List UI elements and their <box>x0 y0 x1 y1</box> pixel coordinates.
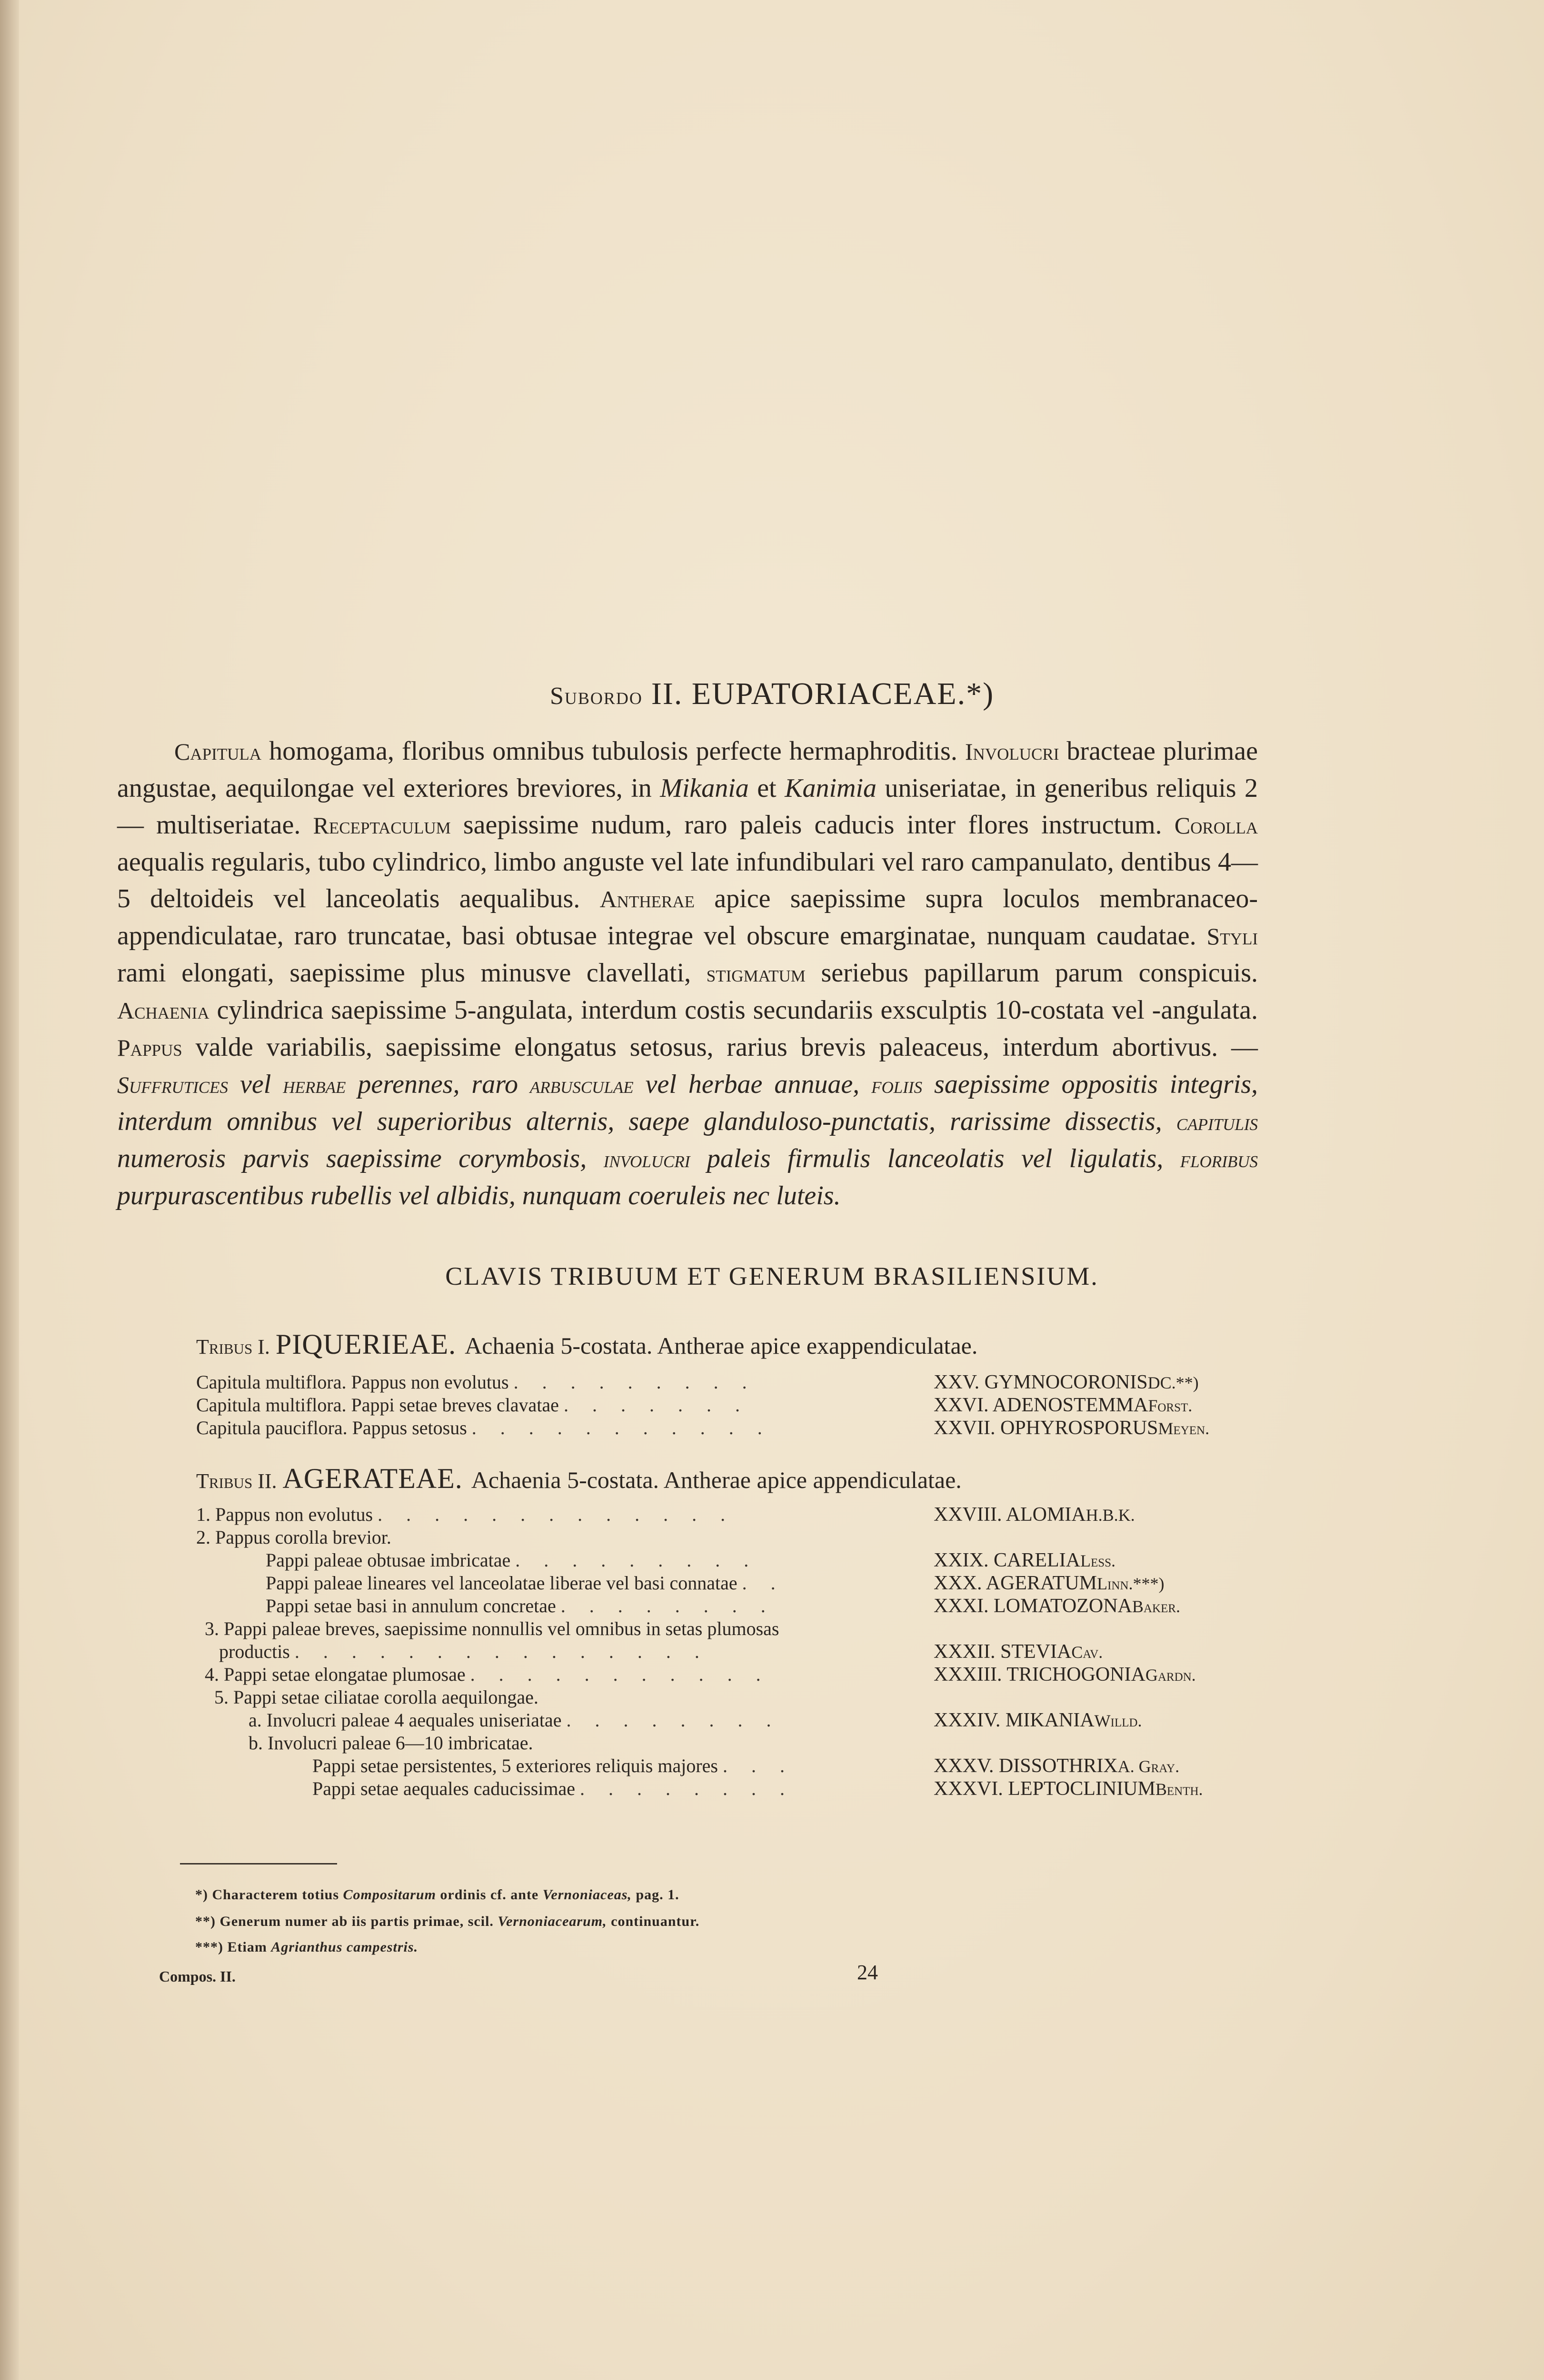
key-row <box>196 1503 921 1526</box>
genus-author: A. Gray. <box>1117 1757 1180 1776</box>
text-span: vel <box>228 1070 283 1099</box>
genus-name: XXVI. ADENOSTEMMA <box>934 1394 1148 1416</box>
text-span: rami elongati, saepissime plus minusve clavellati, <box>117 958 707 988</box>
leader-dots: . . . . . . . . <box>580 1778 794 1799</box>
key-row <box>196 1394 921 1416</box>
genus-name: XXXIV. MIKANIA <box>934 1709 1095 1731</box>
key-text: 1. Pappus non evolutus <box>196 1504 373 1525</box>
term-capitula: Capitula <box>174 738 262 765</box>
genus-entry <box>934 1709 1142 1732</box>
genus-entry <box>934 1777 1203 1800</box>
subordo-title: EUPATORIACEAE.*) <box>691 676 995 711</box>
tribus-1-header <box>196 1328 977 1361</box>
text-span: Compositarum <box>343 1887 436 1903</box>
footnote-2 <box>195 1914 699 1930</box>
term-herbae: herbae <box>283 1071 346 1098</box>
key-row <box>266 1595 921 1617</box>
key-text: 3. Pappi paleae breves, saepissime nonnullis vel omnibus in setas plumosas <box>205 1618 779 1639</box>
leader-dots: . . . . . . . . . . . . . <box>378 1504 735 1525</box>
key-text: Pappi setae basi in annulum concretae <box>266 1595 556 1616</box>
genus-entry <box>934 1549 1116 1572</box>
key-row <box>266 1572 921 1594</box>
key-row <box>205 1663 921 1686</box>
genus-entry <box>934 1572 1164 1595</box>
description-paragraph <box>117 733 1258 1214</box>
genus-author: Willd. <box>1094 1711 1142 1730</box>
tribus-2-header <box>196 1462 962 1495</box>
tribus-name: PIQUERIEAE. <box>275 1329 457 1360</box>
genus-entry <box>934 1640 1103 1663</box>
key-row <box>312 1755 921 1777</box>
key-text: Pappi paleae obtusae imbricatae <box>266 1549 511 1571</box>
text-span: Vernoniacearum, <box>498 1914 607 1929</box>
text-span: aequalis regularis, tubo cylindrico, limbo anguste vel late infundibulari vel raro campanulato, dentibus 4—5 deltoideis vel lanceolatis aequalibus. <box>117 847 1258 913</box>
term-stigmatum: stigmatum <box>706 960 806 987</box>
text-span: cylindrica saepissime 5-angulata, interdum costis secundariis exsculptis 10-costata vel -angulata. <box>209 995 1258 1025</box>
genus-mikania: Mikania <box>660 774 749 803</box>
text-span: **) Generum numer ab iis partis primae, scil. <box>195 1914 498 1929</box>
term-foliis: foliis <box>871 1071 923 1098</box>
genus-name: XXXII. STEVIA <box>934 1641 1072 1663</box>
footnote-3 <box>195 1939 418 1955</box>
genus-name: XXXI. LOMATOZONA <box>934 1595 1132 1617</box>
genus-name: XXVII. OPHYROSPORUS <box>934 1417 1158 1439</box>
genus-name: XXVIII. ALOMIA <box>934 1504 1086 1526</box>
key-text: productis <box>219 1641 290 1662</box>
genus-name: XXXVI. LEPTOCLINIUM <box>934 1778 1156 1800</box>
term-receptaculum: Receptaculum <box>313 812 451 839</box>
term-pappus: Pappus <box>117 1034 182 1061</box>
genus-author: Benth. <box>1155 1780 1203 1799</box>
key-row <box>196 1417 921 1439</box>
key-row <box>266 1549 921 1571</box>
footnote-1 <box>195 1887 679 1903</box>
genus-author: DC. <box>1147 1373 1176 1392</box>
leader-dots: . . . . . . . . <box>566 1709 781 1731</box>
text-span: saepissime oppositis integris, interdum omnibus vel superioribus alternis, saepe glanduloso-punctatis, rarissime dissectis, <box>117 1070 1258 1136</box>
key-row <box>196 1526 1053 1548</box>
text-span: apice saepissime supra loculos membranaceo-appendiculatae, raro truncatae, basi obtusae integrae vel obscure emarginatae, nunquam caudatae. <box>117 884 1258 951</box>
text-span: et <box>748 774 785 803</box>
genus-name: XXX. AGERATUM <box>934 1572 1097 1594</box>
genus-author: Cav. <box>1071 1643 1103 1662</box>
leader-dots: . . . . . . . . . . . . . . . <box>294 1641 709 1662</box>
key-text: 4. Pappi setae elongatae plumosae <box>205 1664 466 1685</box>
genus-kanimia: Kanimia <box>785 774 877 803</box>
subordo-number: II. <box>651 676 683 711</box>
leader-dots: . . . . . . . . . . . <box>471 1417 772 1438</box>
section-heading <box>0 676 1544 712</box>
leader-dots: . . . <box>722 1755 794 1776</box>
tribus-label: Tribus I. <box>196 1335 270 1359</box>
text-span: pag. 1. <box>631 1887 679 1903</box>
leader-dots: . . . . . . . <box>563 1394 749 1416</box>
genus-author: Baker. <box>1132 1597 1180 1616</box>
term-involucri: Involucri <box>965 738 1059 765</box>
footnote-ref: **) <box>1175 1373 1199 1392</box>
key-text: b. Involucri paleae 6—10 imbricatae. <box>249 1732 533 1754</box>
genus-author: Forst. <box>1148 1396 1193 1415</box>
key-text: 2. Pappus corolla brevior. <box>196 1527 391 1548</box>
leader-dots: . . <box>742 1572 785 1594</box>
leader-dots: . . . . . . . . . <box>515 1549 758 1571</box>
key-row <box>249 1732 1106 1754</box>
leader-dots: . . . . . . . . <box>560 1595 775 1616</box>
genus-name: XXXV. DISSOTHRIX <box>934 1755 1118 1777</box>
text-span: purpurascentibus rubellis vel albidis, nunquam coeruleis nec luteis. <box>117 1181 841 1210</box>
text-span: continuantur. <box>607 1914 700 1929</box>
genus-name: XXXIII. TRICHOGONIA <box>934 1664 1146 1686</box>
genus-entry <box>934 1394 1192 1417</box>
key-row <box>219 1640 921 1663</box>
term-suffrutices: Suffrutices <box>117 1071 229 1098</box>
genus-entry <box>934 1371 1199 1394</box>
genus-author: Linn. <box>1097 1574 1133 1593</box>
genus-entry <box>934 1417 1209 1439</box>
text-span: paleis firmulis lanceolatis vel ligulatis, <box>690 1144 1180 1173</box>
key-row <box>196 1371 921 1393</box>
genus-author: Less. <box>1080 1551 1116 1570</box>
key-row <box>205 1617 1062 1640</box>
text-span: seriebus papillarum parum conspicuis. <box>805 958 1258 988</box>
genus-name: XXIX. CARELIA <box>934 1549 1080 1571</box>
term-capitulis: capitulis <box>1176 1109 1258 1135</box>
footnote-ref: ***) <box>1133 1574 1165 1593</box>
key-text: Pappi paleae lineares vel lanceolatae liberae vel basi connatae <box>266 1572 737 1594</box>
text-span: numerosis parvis saepissime corymbosis, <box>117 1144 604 1173</box>
genus-entry <box>934 1503 1135 1526</box>
key-text: Pappi setae persistentes, 5 exteriores reliquis majores <box>312 1755 718 1776</box>
key-text: Capitula pauciflora. Pappus setosus <box>196 1417 467 1438</box>
term-achaenia: Achaenia <box>117 997 209 1024</box>
term-styli: Styli <box>1206 923 1258 950</box>
text-span: ***) Etiam <box>195 1939 271 1955</box>
text-span: homogama, floribus omnibus tubulosis perfecte hermaphroditis. <box>261 736 965 766</box>
page-number: 24 <box>857 1961 878 1984</box>
text-span: saepissime nudum, raro paleis caducis inter flores instructum. <box>450 810 1175 840</box>
genus-author: H.B.K. <box>1086 1506 1135 1525</box>
genus-author: Gardn. <box>1145 1666 1196 1685</box>
text-span: valde variabilis, saepissime elongatus setosus, rarius brevis paleaceus, interdum abortivus. — <box>182 1032 1258 1062</box>
key-text: Capitula multiflora. Pappus non evolutus <box>196 1371 509 1393</box>
text-span: *) Characterem totius <box>195 1887 343 1903</box>
key-text: Capitula multiflora. Pappi setae breves clavatae <box>196 1394 559 1416</box>
signature-mark: Compos. II. <box>159 1968 236 1985</box>
leader-dots: . . . . . . . . . . . <box>470 1664 770 1685</box>
tribus-label: Tribus II. <box>196 1469 277 1493</box>
text-span: Agrianthus campestris. <box>271 1939 418 1955</box>
term-floribus: floribus <box>1180 1146 1258 1172</box>
tribus-description: Achaenia 5-costata. Antherae apice appendiculatae. <box>471 1467 962 1493</box>
genus-entry <box>934 1663 1196 1686</box>
text-span: vel herbae annuae, <box>633 1070 872 1099</box>
term-arbusculae: arbusculae <box>529 1071 634 1098</box>
text-span: Vernoniaceas, <box>542 1887 632 1903</box>
book-spine-edge <box>0 0 19 2380</box>
term-antherae: Antherae <box>599 886 695 912</box>
key-row <box>312 1777 921 1800</box>
leader-dots: . . . . . . . . . <box>513 1371 757 1393</box>
text-span: ordinis cf. ante <box>436 1887 543 1903</box>
genus-entry <box>934 1595 1180 1617</box>
genus-name: XXV. GYMNOCORONIS <box>934 1371 1148 1393</box>
tribus-description: Achaenia 5-costata. Antherae apice exappendiculatae. <box>465 1332 978 1359</box>
tribus-name: AGERATEAE. <box>282 1463 463 1494</box>
genus-entry <box>934 1755 1179 1777</box>
key-row <box>249 1709 921 1731</box>
text-span: uniseriatae, in generibus reliquis 2 — multiseriatae. <box>117 774 1258 840</box>
key-text: Pappi setae aequales caducissimae <box>312 1778 575 1799</box>
text-span: perennes, raro <box>346 1070 530 1099</box>
term-involucri-2: involucri <box>603 1146 690 1172</box>
key-row <box>214 1686 1071 1708</box>
text-span: bracteae plurimae angustae, aequilongae vel exteriores breviores, in <box>117 736 1258 803</box>
term-corolla: Corolla <box>1174 812 1258 839</box>
key-text: a. Involucri paleae 4 aequales uniseriatae <box>249 1709 562 1731</box>
genus-author: Meyen. <box>1158 1419 1210 1438</box>
subordo-label: Subordo <box>549 683 643 710</box>
clavis-title: CLAVIS TRIBUUM ET GENERUM BRASILIENSIUM. <box>445 1262 1099 1290</box>
key-text: 5. Pappi setae ciliatae corolla aequilongae. <box>214 1686 538 1708</box>
footnote-rule <box>180 1863 337 1864</box>
